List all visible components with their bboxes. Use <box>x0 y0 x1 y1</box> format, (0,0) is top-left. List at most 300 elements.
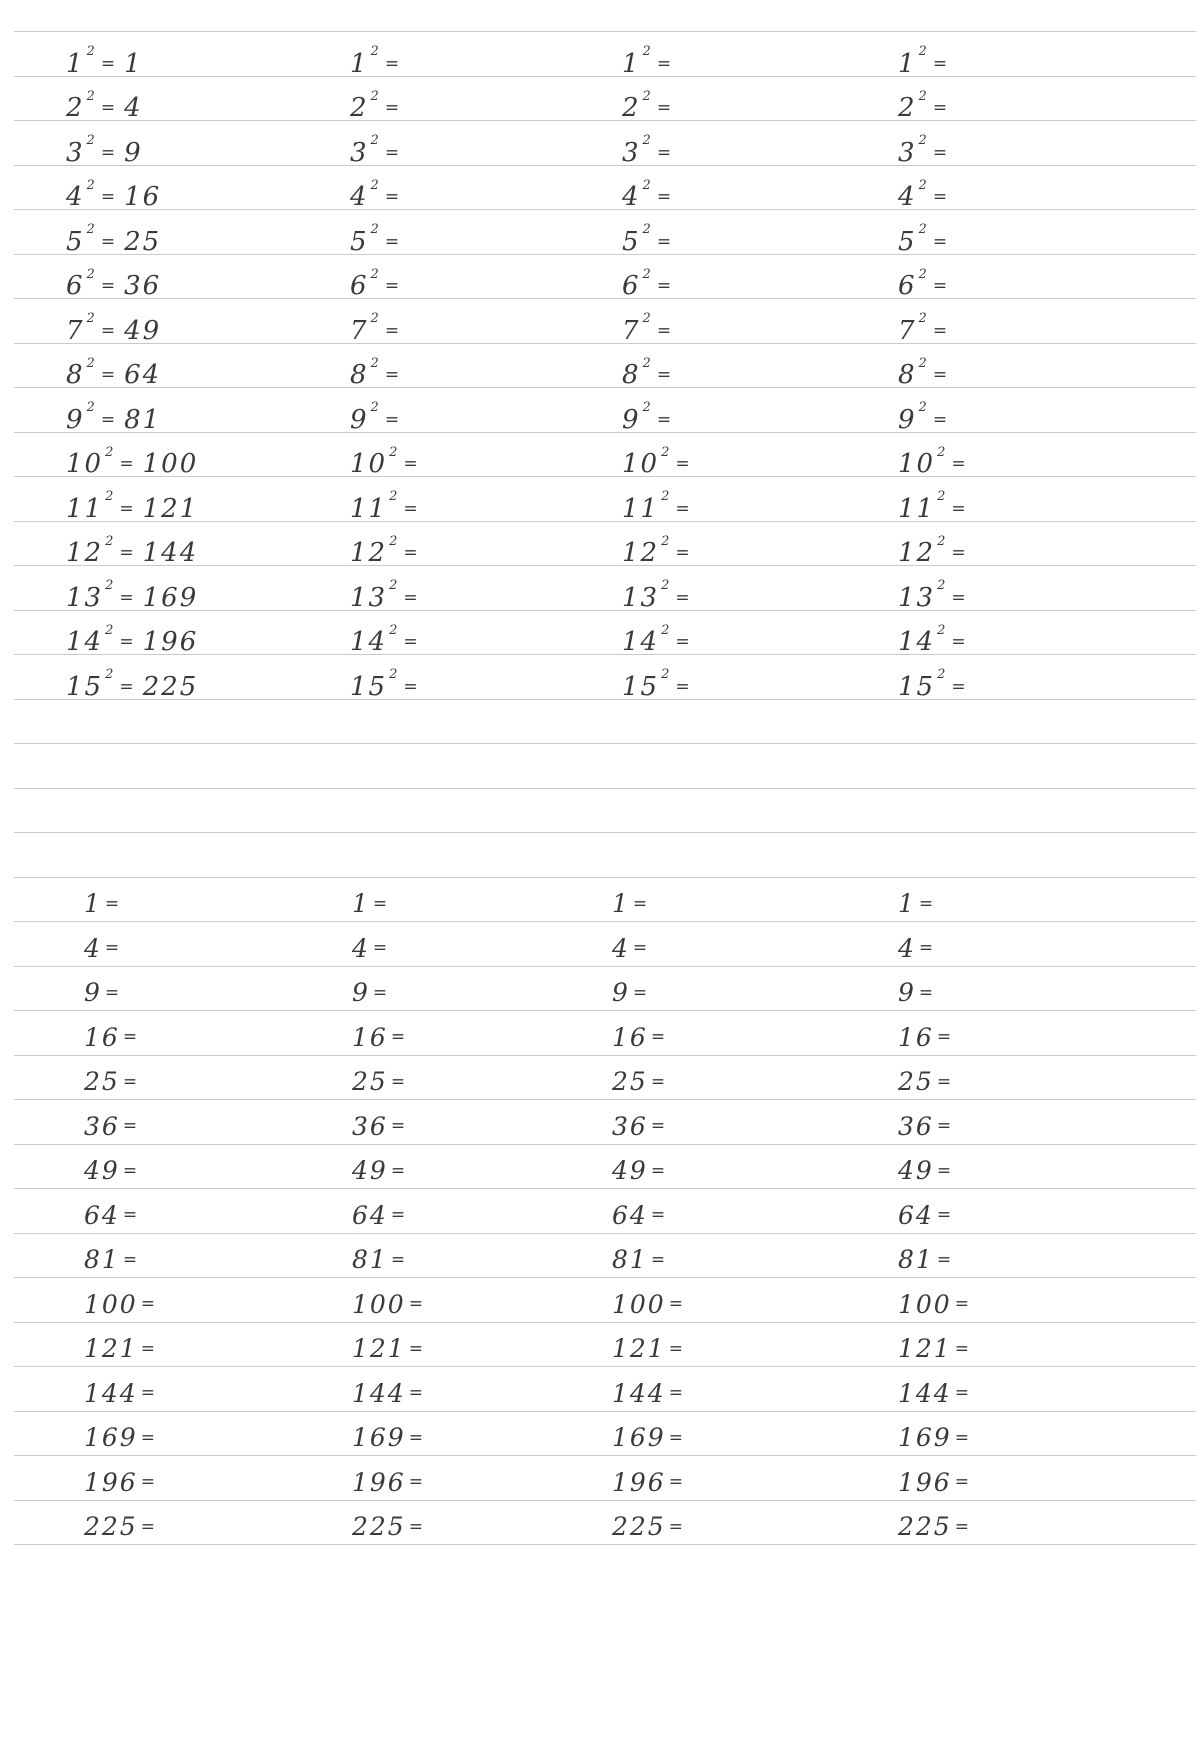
root-row <box>0 1458 1200 1507</box>
equals-sign: = <box>122 1160 138 1181</box>
exponent: 2 <box>661 622 670 638</box>
square-base: 13 <box>66 582 104 613</box>
square-problem <box>898 662 969 711</box>
root-problem <box>898 1057 954 1106</box>
root-value: 121 <box>352 1334 406 1363</box>
root-value: 225 <box>84 1512 138 1541</box>
square-answer: 64 <box>124 360 162 390</box>
square-row <box>0 395 1200 444</box>
equals-sign: = <box>384 53 400 74</box>
equals-sign: = <box>918 982 934 1003</box>
exponent: 2 <box>937 578 946 593</box>
root-value: 169 <box>612 1423 666 1452</box>
equals-sign: = <box>384 365 400 385</box>
equals-sign: = <box>951 543 966 563</box>
exponent: 2 <box>105 667 114 682</box>
equals-sign: = <box>140 1427 155 1448</box>
square-base: 10 <box>622 449 660 479</box>
root-row <box>0 1369 1200 1418</box>
equals-sign: = <box>954 1516 969 1537</box>
square-base: 15 <box>350 671 388 702</box>
exponent: 2 <box>642 400 651 415</box>
ruled-line <box>14 832 1196 833</box>
equals-sign: = <box>122 1116 138 1136</box>
exponent: 2 <box>937 444 946 460</box>
equals-sign: = <box>936 1249 952 1270</box>
square-base: 12 <box>622 538 660 568</box>
square-problem <box>898 306 950 355</box>
square-answer: 25 <box>124 226 162 257</box>
root-value: 1 <box>612 889 630 918</box>
root-problem <box>898 1013 954 1062</box>
exponent: 2 <box>86 400 95 415</box>
square-base: 6 <box>622 271 641 301</box>
equals-sign: = <box>650 1071 666 1092</box>
root-value: 49 <box>84 1156 120 1185</box>
exponent: 2 <box>105 533 114 549</box>
root-value: 9 <box>612 978 630 1007</box>
equals-sign: = <box>936 1160 952 1181</box>
root-value: 196 <box>84 1467 138 1497</box>
equals-sign: = <box>650 1205 666 1225</box>
exponent: 2 <box>86 222 95 237</box>
root-value: 25 <box>352 1067 388 1096</box>
square-base: 12 <box>66 538 104 568</box>
equals-sign: = <box>408 1338 423 1359</box>
equals-sign: = <box>675 632 690 652</box>
equals-sign: = <box>100 231 116 252</box>
exponent: 2 <box>918 133 927 148</box>
equals-sign: = <box>675 454 690 474</box>
exponent: 2 <box>370 355 379 371</box>
equals-sign: = <box>100 365 116 385</box>
equals-sign: = <box>372 893 388 914</box>
equals-sign: = <box>119 676 134 697</box>
equals-sign: = <box>384 98 400 118</box>
exponent: 2 <box>370 266 379 282</box>
equals-sign: = <box>122 1027 138 1047</box>
equals-sign: = <box>122 1071 138 1092</box>
square-row <box>0 84 1200 133</box>
square-answer: 1 <box>124 48 143 79</box>
equals-sign: = <box>918 938 934 958</box>
square-answer: 81 <box>124 404 162 435</box>
root-value: 225 <box>352 1512 406 1541</box>
square-problem <box>898 84 950 133</box>
root-value: 81 <box>898 1245 934 1274</box>
root-value: 196 <box>898 1467 952 1497</box>
square-row <box>0 662 1200 711</box>
equals-sign: = <box>936 1071 952 1092</box>
square-base: 2 <box>350 93 369 123</box>
square-problem <box>898 573 969 622</box>
square-problem <box>898 39 950 88</box>
root-value: 64 <box>612 1200 648 1230</box>
equals-sign: = <box>951 676 966 697</box>
square-answer: 144 <box>142 538 199 568</box>
root-value: 225 <box>898 1512 952 1541</box>
exponent: 2 <box>642 177 651 193</box>
square-base: 8 <box>622 360 641 390</box>
equals-sign: = <box>403 587 418 608</box>
root-problem <box>898 879 936 928</box>
equals-sign: = <box>390 1116 406 1136</box>
equals-sign: = <box>100 98 116 118</box>
equals-sign: = <box>650 1249 666 1270</box>
root-row <box>0 1191 1200 1240</box>
equals-sign: = <box>140 1383 155 1403</box>
equals-sign: = <box>675 543 690 563</box>
equals-sign: = <box>140 1294 155 1314</box>
root-value: 169 <box>352 1423 406 1452</box>
equals-sign: = <box>932 320 948 341</box>
root-value: 144 <box>898 1378 952 1408</box>
square-row <box>0 484 1200 533</box>
exponent: 2 <box>86 355 95 371</box>
root-row <box>0 1280 1200 1329</box>
root-value: 9 <box>898 978 916 1007</box>
equals-sign: = <box>119 498 134 519</box>
root-value: 25 <box>898 1067 934 1096</box>
square-base: 11 <box>898 493 936 524</box>
root-value: 36 <box>84 1111 120 1141</box>
root-value: 16 <box>898 1022 934 1052</box>
square-base: 15 <box>898 671 936 702</box>
equals-sign: = <box>656 365 672 385</box>
equals-sign: = <box>403 454 418 474</box>
equals-sign: = <box>372 938 388 958</box>
square-base: 5 <box>66 226 85 257</box>
square-base: 8 <box>898 360 917 390</box>
exponent: 2 <box>370 400 379 415</box>
square-base: 5 <box>350 226 369 257</box>
square-base: 5 <box>898 226 917 257</box>
root-value: 36 <box>898 1111 934 1141</box>
root-problem <box>898 1102 954 1151</box>
root-row <box>0 1146 1200 1195</box>
equals-sign: = <box>100 320 116 341</box>
root-value: 100 <box>898 1289 952 1319</box>
root-row <box>0 1413 1200 1462</box>
root-row <box>0 1235 1200 1284</box>
equals-sign: = <box>390 1160 406 1181</box>
square-base: 4 <box>66 182 85 212</box>
exponent: 2 <box>105 578 114 593</box>
root-value: 1 <box>352 889 370 918</box>
root-value: 64 <box>898 1200 934 1230</box>
exponent: 2 <box>370 311 379 326</box>
square-problem <box>898 173 950 222</box>
exponent: 2 <box>86 44 95 59</box>
root-value: 169 <box>84 1423 138 1452</box>
square-answer: 169 <box>142 582 199 613</box>
square-base: 7 <box>622 315 641 346</box>
root-value: 144 <box>352 1378 406 1408</box>
square-base: 12 <box>898 538 936 568</box>
exponent: 2 <box>389 667 398 682</box>
root-problem <box>898 1191 954 1240</box>
equals-sign: = <box>140 1472 155 1492</box>
exponent: 2 <box>918 177 927 193</box>
equals-sign: = <box>384 187 400 207</box>
root-value: 121 <box>612 1334 666 1363</box>
square-base: 3 <box>622 137 641 168</box>
square-base: 6 <box>898 271 917 301</box>
equals-sign: = <box>650 1160 666 1181</box>
square-row <box>0 618 1200 667</box>
root-problem <box>898 1413 972 1462</box>
equals-sign: = <box>122 1249 138 1270</box>
equals-sign: = <box>932 187 948 207</box>
root-value: 169 <box>898 1423 952 1452</box>
equals-sign: = <box>408 1383 423 1403</box>
root-value: 100 <box>84 1289 138 1319</box>
root-value: 4 <box>352 933 370 963</box>
square-row <box>0 262 1200 311</box>
root-value: 16 <box>352 1022 388 1052</box>
equals-sign: = <box>668 1427 683 1448</box>
equals-sign: = <box>403 498 418 519</box>
square-answer: 4 <box>124 93 143 123</box>
root-value: 64 <box>84 1200 120 1230</box>
equals-sign: = <box>100 187 116 207</box>
equals-sign: = <box>932 53 948 74</box>
equals-sign: = <box>119 632 134 652</box>
square-row <box>0 128 1200 177</box>
equals-sign: = <box>656 98 672 118</box>
root-value: 36 <box>352 1111 388 1141</box>
root-problem <box>898 924 936 973</box>
exponent: 2 <box>370 44 379 59</box>
equals-sign: = <box>403 632 418 652</box>
exponent: 2 <box>642 266 651 282</box>
equals-sign: = <box>403 676 418 697</box>
square-base: 13 <box>622 582 660 613</box>
equals-sign: = <box>656 409 672 430</box>
square-row <box>0 217 1200 266</box>
exponent: 2 <box>661 533 670 549</box>
exponent: 2 <box>105 622 114 638</box>
equals-sign: = <box>932 231 948 252</box>
square-base: 2 <box>622 93 641 123</box>
square-base: 1 <box>898 48 917 79</box>
root-value: 49 <box>898 1156 934 1185</box>
square-base: 7 <box>66 315 85 346</box>
equals-sign: = <box>951 587 966 608</box>
equals-sign: = <box>100 53 116 74</box>
root-value: 4 <box>612 933 630 963</box>
square-base: 11 <box>66 493 104 524</box>
equals-sign: = <box>951 632 966 652</box>
root-value: 144 <box>84 1378 138 1408</box>
square-base: 9 <box>898 404 917 435</box>
equals-sign: = <box>140 1516 155 1537</box>
equals-sign: = <box>668 1294 683 1314</box>
equals-sign: = <box>954 1383 969 1403</box>
equals-sign: = <box>656 276 672 296</box>
square-base: 4 <box>622 182 641 212</box>
equals-sign: = <box>632 982 648 1003</box>
equals-sign: = <box>384 142 400 163</box>
exponent: 2 <box>918 222 927 237</box>
exponent: 2 <box>86 311 95 326</box>
equals-sign: = <box>668 1516 683 1537</box>
square-problem <box>898 618 969 667</box>
exponent: 2 <box>642 355 651 371</box>
square-base: 4 <box>350 182 369 212</box>
square-base: 4 <box>898 182 917 212</box>
equals-sign: = <box>656 320 672 341</box>
equals-sign: = <box>951 454 966 474</box>
equals-sign: = <box>408 1427 423 1448</box>
root-value: 81 <box>352 1245 388 1274</box>
equals-sign: = <box>918 893 934 914</box>
square-problem <box>898 262 950 311</box>
root-value: 4 <box>898 933 916 963</box>
square-base: 14 <box>66 627 104 657</box>
square-problem <box>898 217 950 266</box>
root-row <box>0 1102 1200 1151</box>
equals-sign: = <box>119 454 134 474</box>
root-row <box>0 1324 1200 1373</box>
root-value: 64 <box>352 1200 388 1230</box>
equals-sign: = <box>632 938 648 958</box>
equals-sign: = <box>932 98 948 118</box>
square-base: 13 <box>350 582 388 613</box>
ruled-line <box>14 31 1196 32</box>
square-base: 10 <box>898 449 936 479</box>
root-row <box>0 879 1200 928</box>
root-problem <box>898 968 936 1017</box>
square-row <box>0 173 1200 222</box>
exponent: 2 <box>918 266 927 282</box>
exponent: 2 <box>105 489 114 504</box>
root-value: 100 <box>352 1289 406 1319</box>
square-base: 1 <box>622 48 641 79</box>
square-answer: 36 <box>124 271 162 301</box>
square-base: 15 <box>66 671 104 702</box>
equals-sign: = <box>954 1427 969 1448</box>
square-answer: 16 <box>124 182 162 212</box>
square-row <box>0 351 1200 400</box>
equals-sign: = <box>675 587 690 608</box>
root-value: 25 <box>84 1067 120 1096</box>
square-row <box>0 440 1200 489</box>
equals-sign: = <box>104 893 120 914</box>
exponent: 2 <box>937 622 946 638</box>
root-row <box>0 1013 1200 1062</box>
root-value: 121 <box>84 1334 138 1363</box>
exponent: 2 <box>86 266 95 282</box>
square-problem <box>898 351 950 400</box>
equals-sign: = <box>951 498 966 519</box>
equals-sign: = <box>932 365 948 385</box>
square-problem <box>898 484 969 533</box>
square-base: 8 <box>66 360 85 390</box>
square-base: 7 <box>350 315 369 346</box>
square-base: 3 <box>350 137 369 168</box>
exponent: 2 <box>389 578 398 593</box>
equals-sign: = <box>390 1027 406 1047</box>
root-row <box>0 968 1200 1017</box>
square-base: 1 <box>66 48 85 79</box>
exponent: 2 <box>370 88 379 104</box>
equals-sign: = <box>390 1205 406 1225</box>
root-value: 100 <box>612 1289 666 1319</box>
square-base: 3 <box>898 137 917 168</box>
root-value: 225 <box>612 1512 666 1541</box>
exponent: 2 <box>86 177 95 193</box>
equals-sign: = <box>668 1383 683 1403</box>
square-base: 10 <box>350 449 388 479</box>
square-base: 6 <box>66 271 85 301</box>
square-answer: 121 <box>142 493 199 524</box>
equals-sign: = <box>954 1338 969 1359</box>
square-base: 8 <box>350 360 369 390</box>
exponent: 2 <box>918 88 927 104</box>
exponent: 2 <box>642 44 651 59</box>
exponent: 2 <box>86 133 95 148</box>
equals-sign: = <box>104 938 120 958</box>
root-value: 36 <box>612 1111 648 1141</box>
equals-sign: = <box>932 276 948 296</box>
root-problem <box>898 1280 972 1329</box>
square-base: 9 <box>622 404 641 435</box>
equals-sign: = <box>372 982 388 1003</box>
square-base: 14 <box>350 627 388 657</box>
square-answer: 100 <box>142 449 199 479</box>
square-base: 9 <box>66 404 85 435</box>
equals-sign: = <box>668 1472 683 1492</box>
equals-sign: = <box>936 1027 952 1047</box>
exponent: 2 <box>370 177 379 193</box>
equals-sign: = <box>656 53 672 74</box>
square-base: 3 <box>66 137 85 168</box>
square-base: 7 <box>898 315 917 346</box>
equals-sign: = <box>384 231 400 252</box>
root-value: 1 <box>898 889 916 918</box>
square-base: 11 <box>350 493 388 524</box>
exponent: 2 <box>918 355 927 371</box>
square-base: 13 <box>898 582 936 613</box>
exponent: 2 <box>370 133 379 148</box>
equals-sign: = <box>936 1205 952 1225</box>
equals-sign: = <box>384 409 400 430</box>
square-row <box>0 573 1200 622</box>
root-problem <box>898 1458 972 1507</box>
square-row <box>0 529 1200 578</box>
exponent: 2 <box>661 667 670 682</box>
root-value: 49 <box>352 1156 388 1185</box>
square-problem <box>898 128 950 177</box>
ruled-line <box>14 743 1196 744</box>
exponent: 2 <box>389 533 398 549</box>
equals-sign: = <box>384 276 400 296</box>
equals-sign: = <box>932 142 948 163</box>
root-value: 1 <box>84 889 102 918</box>
equals-sign: = <box>100 409 116 430</box>
root-value: 9 <box>352 978 370 1007</box>
equals-sign: = <box>954 1472 969 1492</box>
equals-sign: = <box>119 587 134 608</box>
square-answer: 225 <box>142 671 199 702</box>
equals-sign: = <box>100 276 116 296</box>
square-problem <box>898 395 950 444</box>
equals-sign: = <box>675 498 690 519</box>
exponent: 2 <box>389 444 398 460</box>
exponent: 2 <box>918 400 927 415</box>
equals-sign: = <box>656 142 672 163</box>
